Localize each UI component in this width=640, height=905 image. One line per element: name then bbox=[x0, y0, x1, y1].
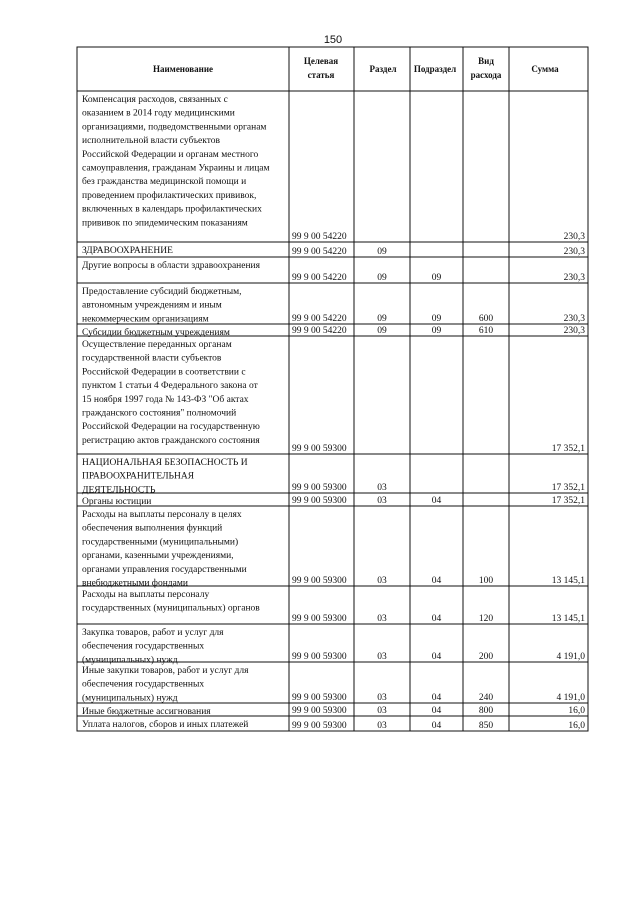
table-body bbox=[82, 95, 585, 731]
row-target: 99 9 00 54220 bbox=[292, 273, 347, 283]
header-subsection: Подраздел bbox=[413, 64, 457, 74]
row-section: 03 bbox=[377, 496, 387, 506]
row-section: 03 bbox=[377, 483, 387, 493]
table-row bbox=[82, 590, 585, 624]
row-subsection: 04 bbox=[431, 693, 442, 703]
row-name-line: Компенсация расходов, связанных с bbox=[82, 95, 228, 105]
header-sum: Сумма bbox=[531, 64, 559, 74]
row-subsection: 04 bbox=[431, 706, 442, 716]
row-target: 99 9 00 59300 bbox=[292, 652, 347, 662]
row-target: 99 9 00 59300 bbox=[292, 706, 347, 716]
row-name-line: Расходы на выплаты персоналу в целях bbox=[82, 510, 242, 520]
row-name-line: 15 ноября 1997 года № 143-ФЗ "Об актах bbox=[82, 394, 249, 405]
header-target-line-2: статья bbox=[307, 70, 335, 80]
row-name-line: (муниципальных) нужд bbox=[82, 655, 178, 666]
row-section: 03 bbox=[377, 614, 387, 624]
row-target: 99 9 00 59300 bbox=[292, 576, 347, 586]
row-name-line: исполнительной власти субъектов bbox=[82, 136, 220, 147]
table-row bbox=[82, 665, 585, 703]
header-target-line-1: Целевая bbox=[303, 56, 339, 66]
row-expense: 120 bbox=[478, 614, 494, 624]
row-sum: 230,3 bbox=[563, 247, 585, 257]
row-target: 99 9 00 59300 bbox=[292, 444, 347, 454]
row-name-line: организациями, подведомственными органам bbox=[82, 122, 267, 133]
row-name-line: НАЦИОНАЛЬНАЯ БЕЗОПАСНОСТЬ И bbox=[82, 458, 248, 468]
table-row bbox=[82, 95, 585, 242]
row-target: 99 9 00 54220 bbox=[292, 232, 347, 242]
row-expense: 100 bbox=[478, 576, 494, 586]
row-name-line: органами, казенными учреждениями, bbox=[82, 551, 234, 562]
row-subsection: 09 bbox=[431, 326, 442, 336]
row-name-line: Российской Федерации в соответствии с bbox=[82, 367, 246, 378]
row-target: 99 9 00 59300 bbox=[292, 693, 347, 703]
row-name-line: проведением профилактических прививок, bbox=[82, 190, 257, 201]
row-name-line: Предоставление субсидий бюджетным, bbox=[82, 287, 242, 297]
row-target: 99 9 00 59300 bbox=[292, 496, 347, 506]
row-target: 99 9 00 54220 bbox=[292, 326, 347, 336]
table-row bbox=[82, 260, 585, 283]
row-name-line: прививок по эпидемическим показаниям bbox=[82, 218, 248, 229]
row-expense: 800 bbox=[478, 706, 494, 716]
row-name-line: Российской Федерации на государственную bbox=[82, 422, 260, 433]
row-subsection: 04 bbox=[431, 614, 442, 624]
row-target: 99 9 00 54220 bbox=[292, 247, 347, 257]
row-name-line: оказанием в 2014 году медицинскими bbox=[82, 108, 235, 119]
row-section: 03 bbox=[377, 693, 387, 703]
table-row bbox=[82, 286, 585, 324]
row-name-line: регистрацию актов гражданского состояния bbox=[82, 435, 260, 446]
row-name-line: государственных (муниципальных) органов bbox=[82, 603, 260, 614]
table-row bbox=[82, 246, 585, 257]
row-name-line: гражданского состояния" полномочий bbox=[82, 408, 237, 419]
row-sum: 16,0 bbox=[568, 706, 585, 716]
row-name-line: самоуправления, гражданам Украины и лицам bbox=[82, 163, 270, 174]
row-name-line: Органы юстиции bbox=[82, 497, 152, 507]
row-expense: 610 bbox=[478, 326, 494, 336]
row-name-line: ПРАВООХРАНИТЕЛЬНАЯ bbox=[82, 471, 195, 482]
header-expense-line-2: расхода bbox=[470, 70, 502, 80]
header-section: Раздел bbox=[369, 64, 397, 74]
row-name-line: включенных в календарь профилактических bbox=[82, 204, 262, 215]
row-sum: 230,3 bbox=[563, 314, 585, 324]
row-sum: 17 352,1 bbox=[551, 483, 585, 493]
row-section: 03 bbox=[377, 652, 387, 662]
row-name-line: ЗДРАВООХРАНЕНИЕ bbox=[82, 246, 173, 256]
row-section: 03 bbox=[377, 576, 387, 586]
row-name-line: автономным учреждениям и иным bbox=[82, 300, 222, 311]
table-row bbox=[82, 340, 585, 454]
table-row bbox=[82, 496, 585, 507]
table-row bbox=[82, 458, 585, 495]
row-name-line: государственными (муниципальными) bbox=[82, 537, 239, 548]
row-name-line: Другие вопросы в области здравоохранения bbox=[82, 261, 261, 271]
row-name-line: государственной власти субъектов bbox=[82, 353, 222, 364]
row-subsection: 04 bbox=[431, 652, 442, 662]
row-section: 09 bbox=[377, 273, 387, 283]
row-name-line: без гражданства медицинской помощи и bbox=[82, 177, 247, 188]
row-expense: 850 bbox=[478, 721, 494, 731]
row-name-line: Иные закупки товаров, работ и услуг для bbox=[82, 666, 249, 676]
row-expense: 240 bbox=[478, 693, 494, 703]
row-name-line: обеспечения государственных bbox=[82, 679, 205, 690]
header-name: Наименование bbox=[153, 64, 213, 74]
page-number: 150 bbox=[323, 34, 343, 46]
row-subsection: 04 bbox=[431, 576, 442, 586]
table-row bbox=[82, 719, 585, 731]
row-target: 99 9 00 59300 bbox=[292, 483, 347, 493]
row-section: 09 bbox=[377, 326, 387, 336]
row-name-line: Осуществление переданных органам bbox=[82, 340, 232, 350]
row-sum: 17 352,1 bbox=[551, 496, 585, 506]
row-sum: 16,0 bbox=[568, 721, 585, 731]
row-name-line: Уплата налогов, сборов и иных платежей bbox=[82, 720, 249, 730]
row-name-line: обеспечения выполнения функций bbox=[82, 523, 223, 534]
row-subsection: 09 bbox=[431, 314, 442, 324]
table-row bbox=[82, 706, 585, 717]
row-sum: 230,3 bbox=[563, 273, 585, 283]
table-row bbox=[82, 510, 585, 589]
row-subsection: 09 bbox=[431, 273, 442, 283]
row-sum: 230,3 bbox=[563, 326, 585, 336]
row-name-line: (муниципальных) нужд bbox=[82, 693, 178, 704]
row-sum: 230,3 bbox=[563, 232, 585, 242]
row-name-line: пунктом 1 статьи 4 Федерального закона от bbox=[82, 381, 258, 392]
budget-table bbox=[77, 47, 588, 731]
table-row bbox=[82, 627, 585, 665]
row-section: 03 bbox=[377, 706, 387, 716]
row-subsection: 04 bbox=[431, 496, 442, 506]
row-expense: 600 bbox=[478, 314, 494, 324]
row-name-line: Расходы на выплаты персоналу bbox=[82, 590, 210, 600]
row-sum: 13 145,1 bbox=[551, 576, 585, 586]
row-name-line: ДЕЯТЕЛЬНОСТЬ bbox=[82, 485, 156, 496]
row-name-line: внебюджетными фондами bbox=[82, 578, 188, 589]
row-sum: 17 352,1 bbox=[551, 444, 585, 454]
row-name-line: обеспечения государственных bbox=[82, 641, 205, 652]
table-header bbox=[153, 56, 559, 80]
row-section: 09 bbox=[377, 314, 387, 324]
row-name-line: Закупка товаров, работ и услуг для bbox=[82, 628, 224, 638]
row-name-line: некоммерческим организациям bbox=[82, 314, 209, 325]
row-name-line: Субсидии бюджетным учреждениям bbox=[82, 328, 230, 338]
row-name-line: органами управления государственными bbox=[82, 564, 247, 575]
row-target: 99 9 00 59300 bbox=[292, 721, 347, 731]
row-target: 99 9 00 59300 bbox=[292, 614, 347, 624]
row-subsection: 04 bbox=[431, 721, 442, 731]
row-sum: 4 191,0 bbox=[556, 652, 585, 662]
header-expense-line-1: Вид bbox=[478, 56, 494, 66]
row-expense: 200 bbox=[478, 652, 494, 662]
row-name-line: Российской Федерации и органам местного bbox=[82, 149, 259, 160]
row-section: 03 bbox=[377, 721, 387, 731]
row-sum: 4 191,0 bbox=[556, 693, 585, 703]
row-target: 99 9 00 54220 bbox=[292, 314, 347, 324]
row-section: 09 bbox=[377, 247, 387, 257]
row-name-line: Иные бюджетные ассигнования bbox=[82, 707, 211, 717]
row-sum: 13 145,1 bbox=[551, 614, 585, 624]
